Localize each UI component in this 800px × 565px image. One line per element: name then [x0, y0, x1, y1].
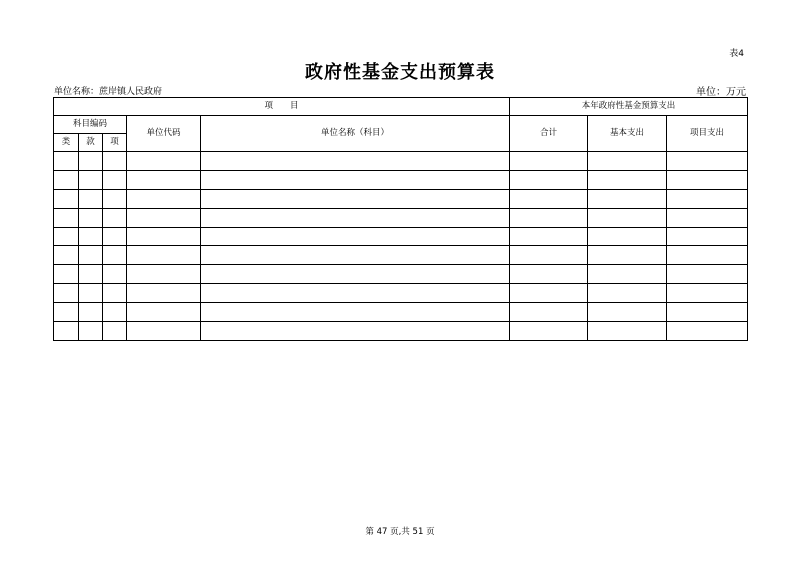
table-cell: [588, 227, 667, 246]
table-cell: [588, 284, 667, 303]
table-cell: [103, 246, 127, 265]
header-project-expenditure: 项目支出: [667, 116, 748, 152]
table-cell: [127, 246, 201, 265]
table-cell: [79, 303, 103, 322]
table-cell: [79, 152, 103, 171]
table-cell: [201, 265, 510, 284]
table-cell: [79, 246, 103, 265]
table-cell: [127, 303, 201, 322]
table-cell: [201, 227, 510, 246]
table-cell: [54, 208, 79, 227]
table-cell: [510, 246, 588, 265]
page-title: 政府性基金支出预算表: [305, 62, 495, 83]
table-cell: [510, 208, 588, 227]
table-cell: [127, 284, 201, 303]
table-cell: [103, 189, 127, 208]
table-cell: [54, 227, 79, 246]
table-cell: [127, 189, 201, 208]
table-cell: [201, 284, 510, 303]
header-basic-expenditure: 基本支出: [588, 116, 667, 152]
table-cell: [667, 208, 748, 227]
table-cell: [54, 246, 79, 265]
table-row: [54, 170, 748, 189]
table-row: [54, 227, 748, 246]
table-cell: [201, 246, 510, 265]
table-cell: [588, 246, 667, 265]
table-number: 表4: [729, 49, 744, 59]
table-cell: [667, 322, 748, 341]
table-cell: [201, 303, 510, 322]
table-cell: [588, 265, 667, 284]
header-budget-expenditure: 本年政府性基金预算支出: [510, 98, 748, 116]
table-cell: [510, 265, 588, 284]
table-cell: [54, 265, 79, 284]
table-cell: [54, 322, 79, 341]
table-cell: [667, 246, 748, 265]
table-cell: [127, 227, 201, 246]
table-cell: [79, 227, 103, 246]
table-cell: [667, 152, 748, 171]
table-cell: [79, 284, 103, 303]
table-cell: [54, 189, 79, 208]
table-cell: [588, 189, 667, 208]
table-cell: [667, 265, 748, 284]
header-unit-subject-name: 单位名称（科目）: [201, 116, 510, 152]
table-cell: [201, 170, 510, 189]
table-cell: [103, 303, 127, 322]
table-cell: [79, 208, 103, 227]
table-cell: [588, 152, 667, 171]
budget-table: [53, 97, 748, 341]
table-cell: [79, 265, 103, 284]
page-footer: 第 47 页,共 51 页: [365, 527, 435, 537]
table-cell: [667, 284, 748, 303]
unit-name: 单位名称：蔗岸镇人民政府: [54, 87, 163, 97]
table-row: [54, 303, 748, 322]
header-subitem: 项: [103, 134, 127, 152]
table-cell: [588, 208, 667, 227]
header-item: 项 目: [54, 98, 510, 116]
table-cell: [510, 303, 588, 322]
table-row: [54, 265, 748, 284]
table-row: [54, 246, 748, 265]
table-cell: [201, 189, 510, 208]
table-cell: [103, 284, 127, 303]
table-cell: [588, 170, 667, 189]
header-category: 类: [54, 134, 79, 152]
table-cell: [103, 265, 127, 284]
table-row: [54, 322, 748, 341]
table-cell: [510, 189, 588, 208]
table-row: [54, 189, 748, 208]
table-cell: [127, 322, 201, 341]
table-cell: [201, 322, 510, 341]
table-cell: [54, 303, 79, 322]
table-cell: [103, 227, 127, 246]
table-cell: [588, 303, 667, 322]
table-row: [54, 152, 748, 171]
table-cell: [667, 189, 748, 208]
table-cell: [54, 152, 79, 171]
table-cell: [103, 152, 127, 171]
table-cell: [103, 208, 127, 227]
header-unit-code: 单位代码: [127, 116, 201, 152]
table-cell: [79, 189, 103, 208]
table-cell: [667, 303, 748, 322]
table-cell: [79, 322, 103, 341]
table-cell: [127, 152, 201, 171]
table-cell: [510, 284, 588, 303]
table-cell: [510, 322, 588, 341]
header-subject-code: 科目编码: [54, 116, 127, 134]
table-cell: [127, 208, 201, 227]
currency-unit: 单位：万元: [696, 87, 746, 98]
table-cell: [510, 152, 588, 171]
table-row: [54, 284, 748, 303]
table-cell: [54, 284, 79, 303]
table-cell: [588, 322, 667, 341]
table-cell: [510, 170, 588, 189]
table-cell: [667, 227, 748, 246]
header-total: 合计: [510, 116, 588, 152]
table-cell: [510, 227, 588, 246]
table-cell: [667, 170, 748, 189]
table-cell: [201, 208, 510, 227]
table-cell: [54, 170, 79, 189]
table-cell: [103, 170, 127, 189]
table-cell: [201, 152, 510, 171]
table-cell: [103, 322, 127, 341]
table-cell: [127, 170, 201, 189]
table-cell: [79, 170, 103, 189]
table-cell: [127, 265, 201, 284]
table-row: [54, 208, 748, 227]
header-section: 款: [79, 134, 103, 152]
